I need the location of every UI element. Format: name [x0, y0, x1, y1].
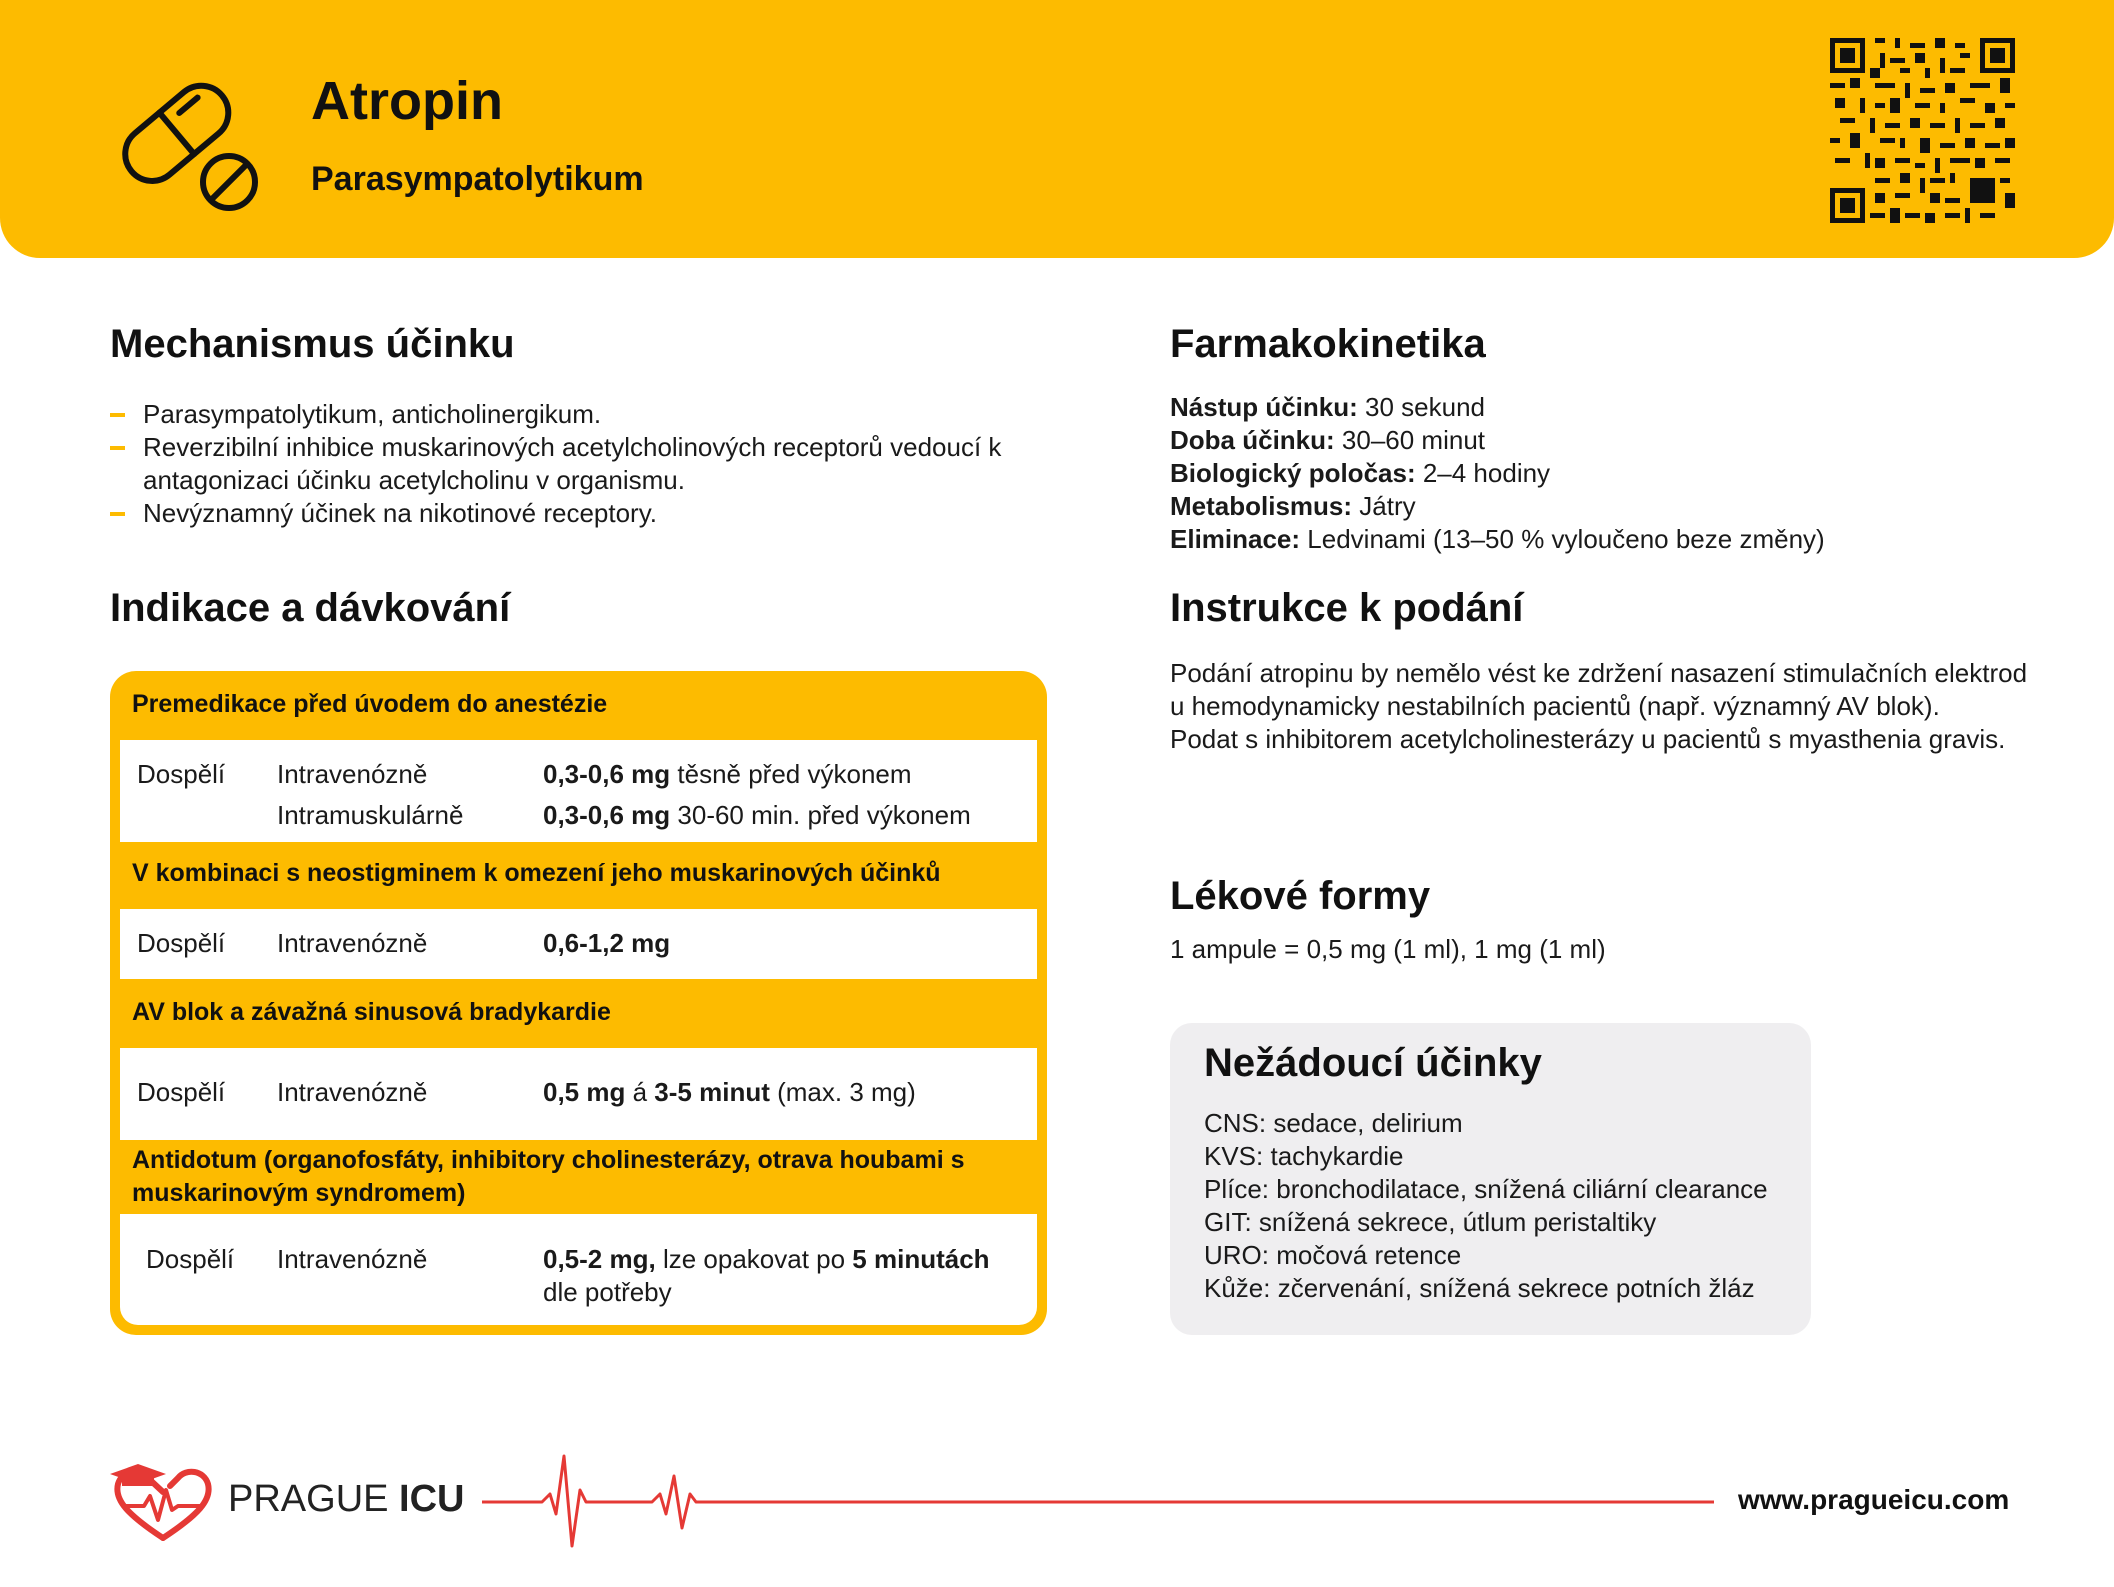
pharmacokinetics-list: [1170, 391, 1825, 556]
dose: 0,3-0,6 mg 30-60 min. před výkonem: [543, 800, 971, 830]
route: Intravenózně: [277, 759, 428, 789]
pharmacokinetics-heading: Farmakokinetika: [1170, 322, 1486, 366]
list-item: Reverzibilní inhibice muskarinových acetylcholinových receptorů vedoucí k antagonizaci účinku acetylcholinu v organismu.: [110, 431, 1030, 497]
drug-title: Atropin: [311, 71, 503, 131]
pill-no-icon: [116, 72, 266, 212]
adverse-effects-box: [1170, 1023, 1811, 1335]
dosing-section-body: [120, 740, 1037, 842]
list-item: Parasympatolytikum, anticholinergikum.: [110, 398, 1030, 431]
ecg-line-icon: [482, 1450, 1714, 1560]
brand-name: PRAGUE ICU: [228, 1478, 465, 1520]
forms-heading: Lékové formy: [1170, 874, 1431, 918]
header-banner: [0, 0, 2114, 258]
list-item: Nevýznamný účinek na nikotinové receptory.: [110, 497, 1030, 530]
drug-class: Parasympatolytikum: [311, 160, 644, 198]
dosing-section-title: AV blok a závažná sinusová bradykardie: [132, 998, 611, 1026]
patient-group: Dospělí: [137, 1077, 226, 1107]
mechanism-list: [110, 398, 1030, 530]
mechanism-heading: Mechanismus účinku: [110, 322, 515, 366]
route: Intravenózně: [277, 1077, 428, 1107]
dosing-section-body: [120, 1214, 1037, 1325]
dose: 0,6-1,2 mg: [543, 928, 671, 958]
dose: 0,3-0,6 mg těsně před výkonem: [543, 759, 912, 789]
pk-item: Metabolismus: Játry: [1170, 491, 1416, 521]
route: Intramuskulárně: [277, 800, 464, 830]
pk-item: Biologický poločas: 2–4 hodiny: [1170, 458, 1551, 488]
pk-item: Doba účinku: 30–60 minut: [1170, 425, 1485, 455]
dose: 0,5-2 mg, lze opakovat po 5 minutách dle potřeby: [543, 1244, 990, 1307]
pk-item: Nástup účinku: 30 sekund: [1170, 392, 1486, 422]
qr-code[interactable]: [1830, 38, 2015, 223]
list-item: URO: močová retence: [1204, 1240, 1462, 1270]
list-item: Kůže: zčervenání, snížená sekrece potních žláz: [1204, 1273, 1755, 1303]
dosing-section-body: [120, 1048, 1037, 1140]
dosing-section-title: Premedikace před úvodem do anestézie: [132, 690, 608, 718]
dosing-table: [110, 671, 1047, 1335]
dosing-section-title: V kombinaci s neostigminem k omezení jeho muskarinových účinků: [132, 859, 941, 887]
list-item: Plíce: bronchodilatace, snížená ciliární clearance: [1204, 1174, 1768, 1204]
forms-text: 1 ampule = 0,5 mg (1 ml), 1 mg (1 ml): [1170, 934, 1606, 964]
patient-group: Dospělí: [137, 928, 226, 958]
instructions-text: Podání atropinu by nemělo vést ke zdržení nasazení stimulačních elektrod u hemodynamicky nestabilních pacientů (např. významný AV blok). Podat s inhibitorem acetylcholinesterázy u pacientů s myasthenia gravis.: [1170, 658, 2028, 754]
dose: 0,5 mg á 3-5 minut (max. 3 mg): [543, 1077, 916, 1107]
dosing-section-title: Antidotum (organofosfáty, inhibitory cholinesterázy, otrava houbami s muskarinovým syndromem): [132, 1146, 965, 1207]
prague-icu-logo-icon: [108, 1460, 218, 1545]
list-item: CNS: sedace, delirium: [1204, 1108, 1463, 1138]
patient-group: Dospělí: [146, 1244, 235, 1274]
list-item: KVS: tachykardie: [1204, 1141, 1404, 1171]
indications-heading: Indikace a dávkování: [110, 586, 511, 630]
instructions-heading: Instrukce k podání: [1170, 586, 1524, 630]
adverse-list: [1204, 1107, 1768, 1305]
dosing-section-body: [120, 909, 1037, 979]
adverse-heading: Nežádoucí účinky: [1204, 1041, 1542, 1085]
patient-group: Dospělí: [137, 759, 226, 789]
website-link[interactable]: www.pragueicu.com: [1738, 1484, 2010, 1515]
route: Intravenózně: [277, 1244, 428, 1274]
route: Intravenózně: [277, 928, 428, 958]
list-item: GIT: snížená sekrece, útlum peristaltiky: [1204, 1207, 1657, 1237]
pk-item: Eliminace: Ledvinami (13–50 % vyloučeno beze změny): [1170, 524, 1825, 554]
